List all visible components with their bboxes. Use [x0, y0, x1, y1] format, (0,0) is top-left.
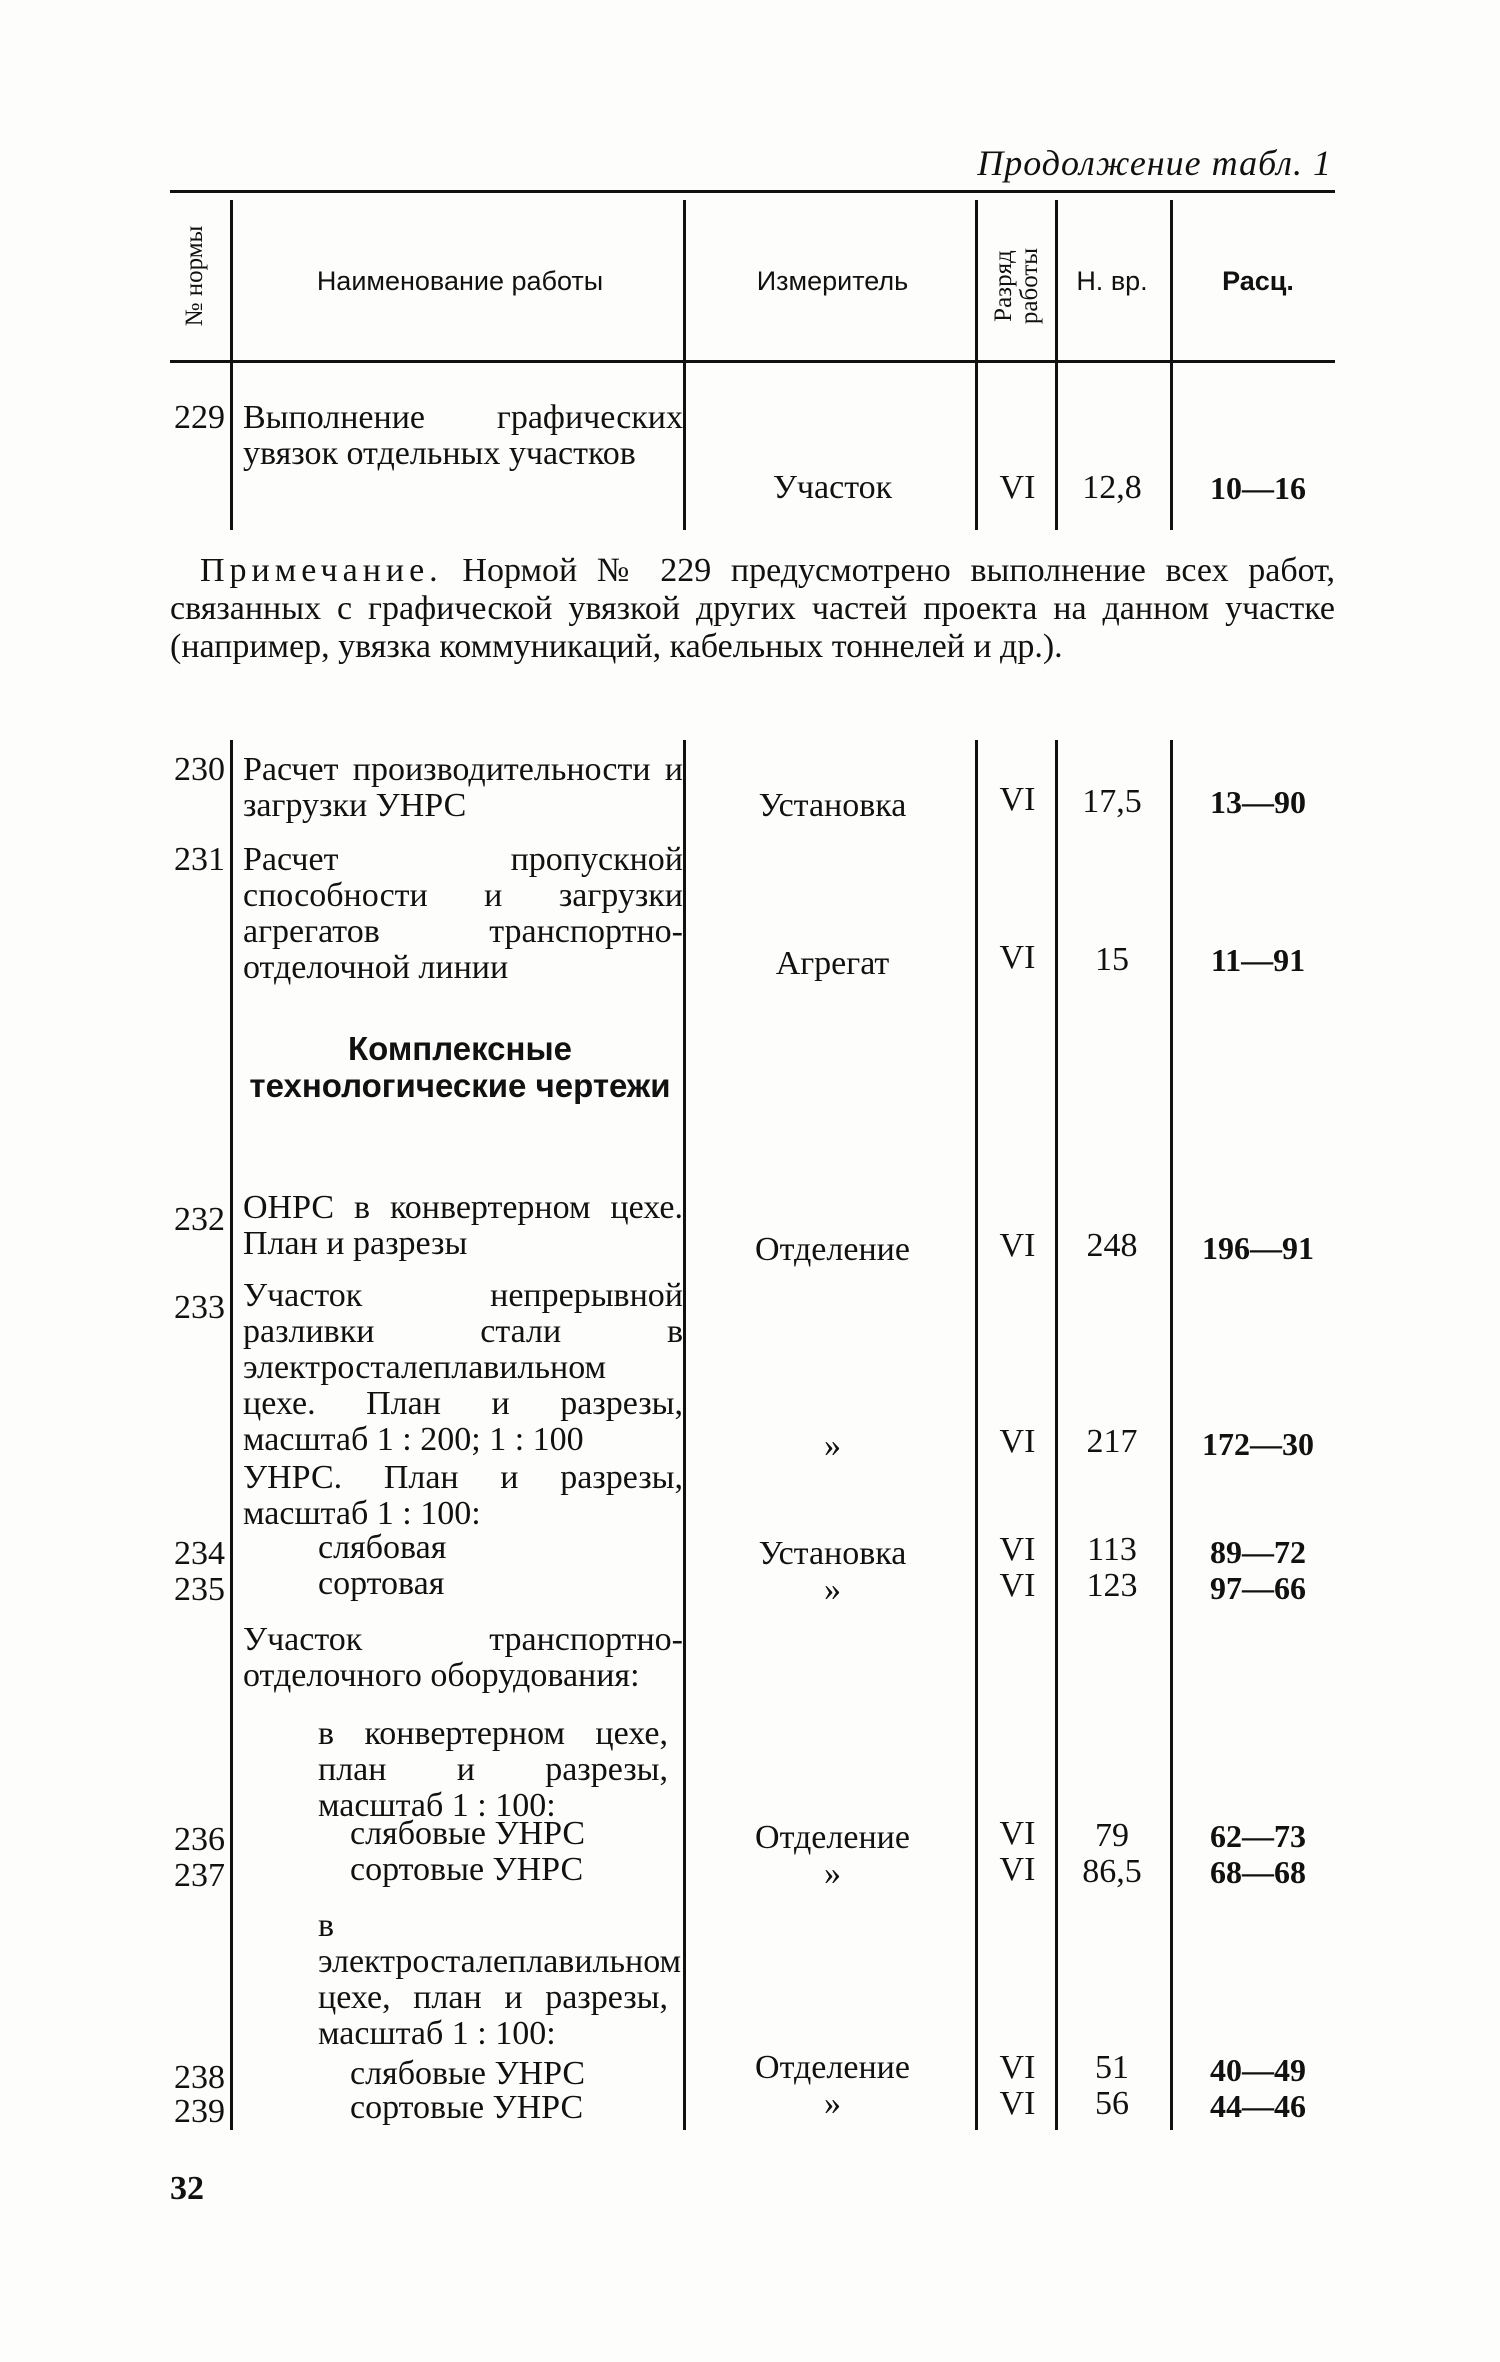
table-note	[170, 552, 1335, 666]
row-grade: VI	[999, 1423, 1036, 1460]
row-measure: Участок	[772, 469, 893, 506]
row-rate: 62—73	[1210, 1818, 1306, 1854]
row-measure: Агрегат	[775, 945, 890, 982]
row-grade: VI	[999, 2085, 1036, 2122]
col-divider	[975, 740, 978, 2130]
row-norm: 217	[1086, 1423, 1138, 1460]
row-rate: 196—91	[1202, 1230, 1314, 1266]
row-rate: 40—49	[1210, 2052, 1306, 2088]
note-text: Нормой № 229 предусмотрено выполнение всех работ, связанных с графической увязкой других частей проекта на данном участке (например, увязка коммуникаций, кабельных тоннелей и др.).	[170, 552, 1336, 665]
row-number: 235	[174, 1571, 225, 1608]
header-norm: Н. вр.	[1076, 266, 1148, 296]
row-name: Выполнение графических увязок отдельных участков	[243, 399, 683, 472]
row-name: слябовые УНРС	[350, 2055, 586, 2092]
row-rate: 10—16	[1210, 470, 1306, 506]
row-grade: VI	[999, 469, 1036, 506]
page-number: 32	[170, 2170, 204, 2207]
row-norm: 113	[1087, 1531, 1137, 1568]
header-num: № нормы	[181, 225, 208, 327]
row-norm: 17,5	[1082, 783, 1142, 820]
row-rate: 13—90	[1210, 784, 1306, 820]
row-grade: VI	[999, 781, 1036, 818]
header-name: Наименование работы	[316, 266, 604, 296]
row-number: 234	[174, 1535, 225, 1572]
row-number: 237	[174, 1857, 225, 1894]
row-grade: VI	[999, 939, 1036, 976]
row-norm: 15	[1095, 941, 1129, 978]
row-measure: Установка	[758, 787, 907, 824]
row-norm: 79	[1095, 1817, 1129, 1854]
row-name: слябовая	[318, 1529, 447, 1566]
row-number: 239	[174, 2093, 225, 2130]
row-measure: Отделение	[755, 2049, 910, 2086]
row-grade: VI	[999, 1851, 1036, 1888]
row-name: ОНРС в конвертерном цехе. План и разрезы	[243, 1189, 683, 1262]
row-measure: Установка	[758, 1535, 907, 1572]
section-heading: Комплексные технологические чертежи	[249, 1030, 671, 1104]
header-grade: Разряд работы	[990, 247, 1043, 325]
row-norm: 12,8	[1082, 469, 1142, 506]
row-rate: 89—72	[1210, 1534, 1306, 1570]
row-measure: Отделение	[755, 1819, 910, 1856]
header-rate: Расц.	[1222, 266, 1294, 296]
row-norm: 123	[1086, 1567, 1138, 1604]
subgroup-converter: в конвертерном цехе, план и разрезы, масштаб 1 : 100:	[318, 1715, 668, 1824]
row-rate: 68—68	[1210, 1854, 1306, 1890]
row-name: сортовые УНРС	[350, 1851, 584, 1888]
row-grade: VI	[999, 1227, 1036, 1264]
row-norm: 86,5	[1082, 1853, 1142, 1890]
row-grade: VI	[999, 1815, 1036, 1852]
row-rate: 11—91	[1210, 942, 1306, 978]
row-number: 229	[174, 399, 225, 436]
row-name: сортовые УНРС	[350, 2089, 584, 2126]
row-measure: »	[824, 2085, 841, 2122]
row-number: 236	[174, 1821, 225, 1858]
row-name: Участок непрерывной разливки стали в электросталеплавильном цехе. План и разрезы, масштаб 1 : 200; 1 : 100	[243, 1277, 683, 1458]
row-grade: VI	[999, 2049, 1036, 2086]
top-rule	[170, 190, 1335, 193]
row-rate: 172—30	[1202, 1426, 1314, 1462]
row-rate: 97—66	[1210, 1570, 1306, 1606]
row-number: 233	[174, 1289, 225, 1326]
row-norm: 51	[1095, 2049, 1129, 2086]
row-number: 231	[174, 841, 225, 878]
row-measure: »	[824, 1571, 841, 1608]
row-number: 232	[174, 1201, 225, 1238]
row-norm: 56	[1095, 2085, 1129, 2122]
header-bottom-rule	[170, 360, 1335, 363]
row-measure: »	[824, 1855, 841, 1892]
row-measure: »	[824, 1427, 841, 1464]
row-grade: VI	[999, 1531, 1036, 1568]
row-name: Расчет пропускной способности и загрузки агрегатов транспортно-отделочной линии	[243, 841, 683, 986]
row-name: слябовые УНРС	[350, 1815, 586, 1852]
row-norm: 248	[1086, 1227, 1138, 1264]
row-grade: VI	[999, 1567, 1036, 1604]
col-divider	[230, 740, 233, 2130]
col-divider	[683, 200, 686, 530]
note-lead: Примечание.	[200, 552, 443, 589]
group-heading-transport: Участок транспортно-отделочного оборудования:	[243, 1621, 683, 1694]
group-heading-unrs: УНРС. План и разрезы, масштаб 1 : 100:	[243, 1459, 683, 1532]
col-divider	[230, 200, 233, 530]
table-continuation-caption: Продолжение табл. 1	[977, 143, 1332, 183]
header-measure: Измеритель	[756, 266, 909, 296]
col-divider	[975, 200, 978, 530]
col-divider	[1170, 200, 1173, 530]
subgroup-electro: в электросталеплавильном цехе, план и разрезы, масштаб 1 : 100:	[318, 1907, 682, 2052]
row-name: сортовая	[318, 1565, 445, 1602]
row-measure: Отделение	[755, 1231, 910, 1268]
col-divider	[1170, 740, 1173, 2130]
row-number: 230	[174, 751, 225, 788]
row-name: Расчет производительности и загрузки УНРС	[243, 751, 683, 824]
row-number: 238	[174, 2059, 225, 2096]
col-divider	[683, 740, 686, 2130]
row-rate: 44—46	[1210, 2088, 1306, 2124]
